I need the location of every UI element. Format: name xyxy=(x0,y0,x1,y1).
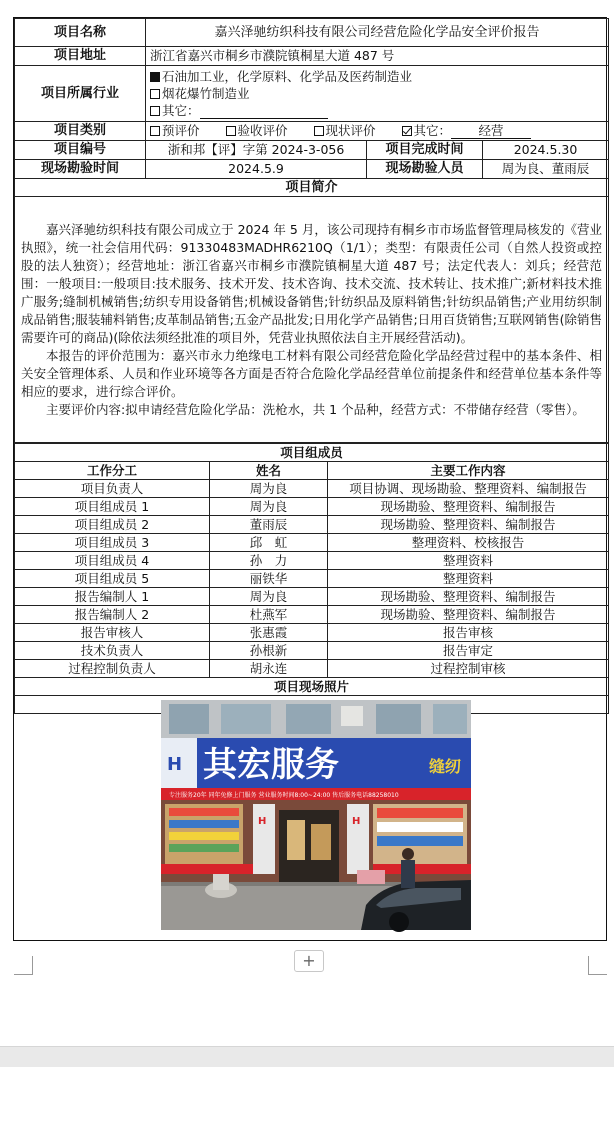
member-role: 项目组成员 1 xyxy=(15,498,210,516)
industry-option-fireworks[interactable]: 烟花爆竹制造业 xyxy=(150,85,604,102)
table-row xyxy=(15,516,609,534)
page-corner-mark xyxy=(588,956,607,975)
member-name: 丽铁华 xyxy=(210,570,328,588)
checkbox-ticked-icon xyxy=(402,126,412,136)
project-number-value: 浙和邦【评】字第 2024-3-056 xyxy=(146,141,367,160)
intro-text xyxy=(15,197,609,443)
intro-section-title: 项目简介 xyxy=(15,179,609,197)
site-photo[interactable] xyxy=(161,700,471,930)
intro-paragraph: 本报告的评价范围为：嘉兴市永力绝缘电工材料有限公司经营危险化学品经营过程中的基本条件、相关安全管理体系、人员和作业环境等各方面是否符合危险化学品经营单位前提条件和经营单位基本条件等相应的要求，进行综合评价。 xyxy=(21,347,603,399)
project-name-value: 嘉兴泽驰纺织科技有限公司经营危险化学品安全评价报告 xyxy=(146,19,609,47)
member-name: 张惠霞 xyxy=(210,624,328,642)
survey-time-value: 2024.5.9 xyxy=(146,160,367,179)
member-name: 孙根新 xyxy=(210,642,328,660)
project-address-value: 浙江省嘉兴市桐乡市濮院镇桐星大道 487 号 xyxy=(146,47,609,66)
table-row xyxy=(15,570,609,588)
table-row xyxy=(15,606,609,624)
member-work: 现场勘验、整理资料、编制报告 xyxy=(328,516,609,534)
member-name: 董雨辰 xyxy=(210,516,328,534)
member-role: 项目负责人 xyxy=(15,480,210,498)
checkbox-empty-icon xyxy=(314,126,324,136)
intro-paragraph: 嘉兴泽驰纺织科技有限公司成立于 2024 年 5 月，该公司现持有桐乡市市场监督管理局核发的《营业执照》，统一社会信用代码：91330483MADHR6210Q（1/1）；类型：有限责任公司（自然人投资或控股的法人独资）；经营地址：浙江省嘉兴市桐乡市濮院镇桐星大道 487 号；法定代表人：刘兵；经营范围：一般项目:一般项目:技术服务、技术开发、技术咨询、技术交流、技术转让、技术推广;新材料技术推广服务;缝制机械销售;纺织专用设备销售;机械设备销售;针纺织品及原料销售;针纺织品销售;产业用纺织制成品销售;服装辅料销售;皮革制品销售;五金产品批发;日用化学产品销售;日用百货销售;互联网销售(除销售需要许可的商品)(除依法须经批准的项目外，凭营业执照依法自主开展经营活动)。 xyxy=(21,221,603,345)
table-row xyxy=(15,642,609,660)
project-address-label: 项目地址 xyxy=(15,47,146,66)
project-number-label: 项目编号 xyxy=(15,141,146,160)
project-name-label: 项目名称 xyxy=(15,19,146,47)
members-table xyxy=(14,443,609,827)
svg-text:H: H xyxy=(352,816,361,827)
table-row xyxy=(15,534,609,552)
member-role: 项目组成员 2 xyxy=(15,516,210,534)
member-work: 整理资料 xyxy=(328,552,609,570)
member-work: 整理资料 xyxy=(328,570,609,588)
member-name: 杜燕军 xyxy=(210,606,328,624)
member-role: 报告编制人 2 xyxy=(15,606,210,624)
table-row xyxy=(15,660,609,678)
table-row xyxy=(15,624,609,642)
complete-time-label: 项目完成时间 xyxy=(367,141,483,160)
table-row xyxy=(15,588,609,606)
member-name: 胡永连 xyxy=(210,660,328,678)
member-work: 现场勘验、整理资料、编制报告 xyxy=(328,498,609,516)
survey-people-value: 周为良、董雨辰 xyxy=(483,160,609,179)
add-button[interactable]: + xyxy=(294,950,324,972)
member-work: 现场勘验、整理资料、编制报告 xyxy=(328,588,609,606)
next-page xyxy=(0,1067,614,1134)
member-name: 孙 力 xyxy=(210,552,328,570)
industry-option-other[interactable]: 其它： xyxy=(150,102,604,119)
svg-text:H: H xyxy=(258,816,267,827)
intro-paragraph: 主要评价内容:拟申请经营危险化学品：洗枪水，共 1 个品种，经营方式：不带储存经营（零售）。 xyxy=(46,401,585,417)
column-header: 姓名 xyxy=(210,462,328,480)
project-category-options xyxy=(146,122,609,141)
member-role: 项目组成员 3 xyxy=(15,534,210,552)
complete-time-value: 2024.5.30 xyxy=(483,141,609,160)
member-work: 过程控制审核 xyxy=(328,660,609,678)
member-role: 报告编制人 1 xyxy=(15,588,210,606)
sign-strip-text: 专注服务20年 同年免修上门服务 营业服务时间8:00~24:00 售后服务电话88258010 xyxy=(169,792,399,799)
members-section-title: 项目组成员 xyxy=(15,444,609,462)
member-name: 邱 虹 xyxy=(210,534,328,552)
project-category-label: 项目类别 xyxy=(15,122,146,141)
project-industry-label: 项目所属行业 xyxy=(15,66,146,122)
survey-people-label: 现场勘验人员 xyxy=(367,160,483,179)
checkbox-checked-icon xyxy=(150,72,160,82)
svg-text:H: H xyxy=(167,754,183,775)
checkbox-empty-icon xyxy=(150,106,160,116)
category-option-status[interactable]: 现状评价 xyxy=(314,123,376,138)
member-role: 过程控制负责人 xyxy=(15,660,210,678)
survey-time-label: 现场勘验时间 xyxy=(15,160,146,179)
project-info-table xyxy=(14,18,609,443)
member-role: 项目组成员 5 xyxy=(15,570,210,588)
member-work: 项目协调、现场勘验、整理资料、编制报告 xyxy=(328,480,609,498)
checkbox-empty-icon xyxy=(226,126,236,136)
member-role: 技术负责人 xyxy=(15,642,210,660)
page-corner-mark xyxy=(14,956,33,975)
member-work: 整理资料、校核报告 xyxy=(328,534,609,552)
member-work: 报告审定 xyxy=(328,642,609,660)
sign-sub-text: 缝纫 xyxy=(429,757,462,776)
member-name: 周为良 xyxy=(210,480,328,498)
column-header: 工作分工 xyxy=(15,462,210,480)
photo-cell xyxy=(15,696,609,827)
member-role: 报告审核人 xyxy=(15,624,210,642)
table-row xyxy=(15,552,609,570)
checkbox-empty-icon xyxy=(150,126,160,136)
sign-text: 其宏服务 xyxy=(203,745,339,785)
member-work: 报告审核 xyxy=(328,624,609,642)
project-industry-options xyxy=(146,66,609,122)
industry-option-chemical[interactable]: 石油加工业，化学原料、化学品及医药制造业 xyxy=(150,68,604,85)
category-option-acceptance[interactable]: 验收评价 xyxy=(226,123,288,138)
checkbox-empty-icon xyxy=(150,89,160,99)
member-name: 周为良 xyxy=(210,498,328,516)
evaluation-form xyxy=(13,17,607,941)
table-row xyxy=(15,480,609,498)
member-work: 现场勘验、整理资料、编制报告 xyxy=(328,606,609,624)
column-header: 主要工作内容 xyxy=(328,462,609,480)
category-option-pre[interactable]: 预评价 xyxy=(150,123,200,138)
member-role: 项目组成员 4 xyxy=(15,552,210,570)
photo-section-title: 项目现场照片 xyxy=(15,678,609,696)
member-name: 周为良 xyxy=(210,588,328,606)
page-gap xyxy=(0,1046,614,1068)
table-row xyxy=(15,498,609,516)
category-option-other[interactable]: 其它： 经营 xyxy=(402,123,532,138)
